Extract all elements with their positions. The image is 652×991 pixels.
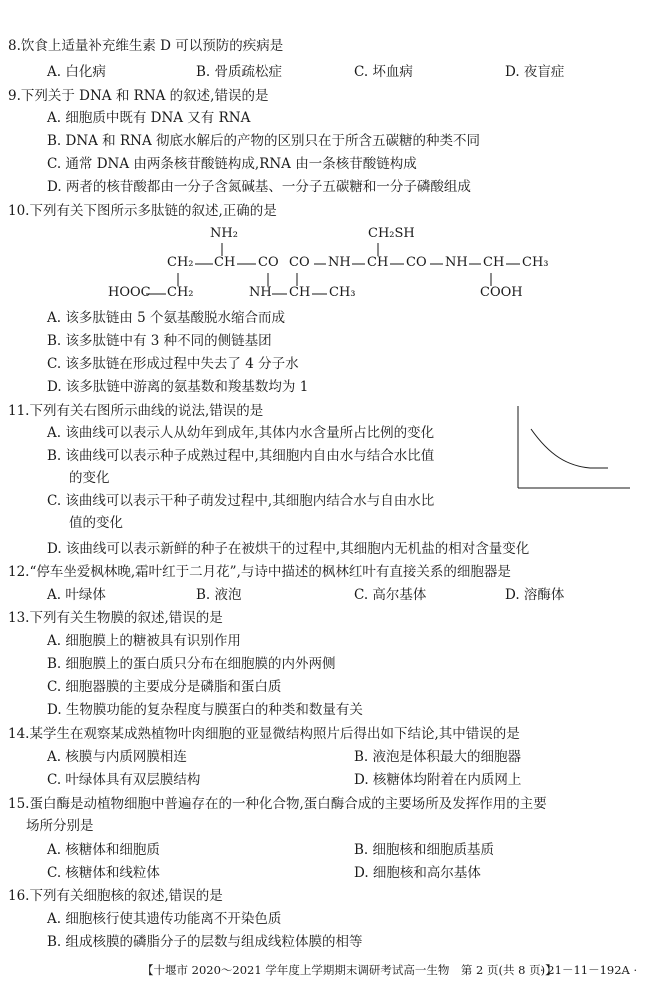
polypeptide-bonds <box>0 0 652 320</box>
chem-row1-co-2: CO <box>289 255 310 270</box>
chem-row1-nh: NH <box>328 255 351 270</box>
chem-row1-ch-3: CH <box>483 255 505 270</box>
question-11-option-c-line1: C. 该曲线可以表示干种子萌发过程中,其细胞内结合水与自由水比 <box>47 493 435 509</box>
question-8-option-d: D. 夜盲症 <box>505 64 565 80</box>
question-11-option-b-line2: 的变化 <box>69 470 110 486</box>
chem-row1-ch-2: CH <box>367 255 389 270</box>
question-8-stem: 8.饮食上适量补充维生素 D 可以预防的疾病是 <box>8 38 284 54</box>
chem-row2-nh: NH <box>249 285 272 300</box>
question-13-option-a: A. 细胞膜上的糖被具有识别作用 <box>47 633 241 649</box>
question-12-option-a: A. 叶绿体 <box>47 587 106 603</box>
question-10-option-c: C. 该多肽链在形成过程中失去了 4 分子水 <box>47 356 299 372</box>
page-footer-info: 【十堰市 2020～2021 学年度上学期期末调研考试高一生物 第 2 页(共 8 页)】 <box>142 963 557 977</box>
question-16-option-a: A. 细胞核行使其遗传功能离不开染色质 <box>47 911 282 927</box>
question-15-stem-line2: 场所分别是 <box>26 818 94 834</box>
chem-row1-ch3: CH₃ <box>522 255 549 270</box>
question-12-stem: 12.“停车坐爱枫林晚,霜叶红于二月花”,与诗中描述的枫林红叶有直接关系的细胞器是 <box>8 564 511 580</box>
question-15-option-d: D. 细胞核和高尔基体 <box>354 865 481 881</box>
question-14-option-c: C. 叶绿体具有双层膜结构 <box>47 772 201 788</box>
question-10-option-a: A. 该多肽链由 5 个氨基酸脱水缩合而成 <box>47 310 286 326</box>
question-16-option-b: B. 组成核膜的磷脂分子的层数与组成线粒体膜的相等 <box>47 934 363 950</box>
chem-row2-ch2: CH₂ <box>167 285 194 300</box>
page-footer-code: · 21－11－192A · <box>540 963 638 977</box>
decreasing-curve-figure <box>510 404 635 499</box>
chem-row1-nh-2: NH <box>445 255 468 270</box>
question-11-option-d: D. 该曲线可以表示新鲜的种子在被烘干的过程中,其细胞内无机盐的相对含量变化 <box>47 541 530 557</box>
chem-row2-ch: CH <box>289 285 311 300</box>
question-15-option-b: B. 细胞核和细胞质基质 <box>354 842 495 858</box>
question-14-stem: 14.某学生在观察某成熟植物叶肉细胞的亚显微结构照片后得出如下结论,其中错误的是 <box>8 726 520 742</box>
question-11-option-a: A. 该曲线可以表示人从幼年到成年,其体内水含量所占比例的变化 <box>47 425 435 441</box>
question-14-option-b: B. 液泡是体积最大的细胞器 <box>354 749 522 765</box>
question-9-option-b: B. DNA 和 RNA 彻底水解后的产物的区别只在于所含五碳糖的种类不同 <box>47 133 480 149</box>
question-8-option-a: A. 白化病 <box>47 64 106 80</box>
question-13-option-d: D. 生物膜功能的复杂程度与膜蛋白的种类和数量有关 <box>47 702 363 718</box>
question-10-option-d: D. 该多肽链中游离的氨基数和羧基数均为 1 <box>47 379 309 395</box>
chem-row1-ch: CH <box>214 255 236 270</box>
chem-row1-co-1: CO <box>258 255 279 270</box>
question-13-option-b: B. 细胞膜上的蛋白质只分布在细胞膜的内外两侧 <box>47 656 336 672</box>
question-9-stem: 9.下列关于 DNA 和 RNA 的叙述,错误的是 <box>8 88 269 104</box>
question-11-stem: 11.下列有关右图所示曲线的说法,错误的是 <box>8 403 264 419</box>
question-13-stem: 13.下列有关生物膜的叙述,错误的是 <box>8 610 223 626</box>
question-12-option-b: B. 液泡 <box>196 587 242 603</box>
chem-row2-hooc: HOOC <box>108 285 151 300</box>
question-9-option-c: C. 通常 DNA 由两条核苷酸链构成,RNA 由一条核苷酸链构成 <box>47 156 417 172</box>
question-8-option-b: B. 骨质疏松症 <box>196 64 283 80</box>
question-11-option-c-line2: 值的变化 <box>69 515 123 531</box>
chem-row2-ch3: CH₃ <box>329 285 356 300</box>
chem-row1-co-3: CO <box>406 255 427 270</box>
question-15-stem-line1: 15.蛋白酶是动植物细胞中普遍存在的一种化合物,蛋白酶合成的主要场所及发挥作用的主要 <box>8 796 547 812</box>
question-9-option-a: A. 细胞质中既有 DNA 又有 RNA <box>47 110 251 126</box>
chem-row1-ch2: CH₂ <box>167 255 194 270</box>
chem-cooh: COOH <box>480 285 523 300</box>
question-12-option-d: D. 溶酶体 <box>505 587 565 603</box>
chem-ch2sh: CH₂SH <box>368 226 415 241</box>
question-14-option-d: D. 核糖体均附着在内质网上 <box>354 772 522 788</box>
question-16-stem: 16.下列有关细胞核的叙述,错误的是 <box>8 888 223 904</box>
chem-nh2: NH₂ <box>210 226 238 241</box>
question-10-option-b: B. 该多肽链中有 3 种不同的侧链基团 <box>47 333 272 349</box>
question-15-option-c: C. 核糖体和线粒体 <box>47 865 160 881</box>
question-13-option-c: C. 细胞器膜的主要成分是磷脂和蛋白质 <box>47 679 282 695</box>
question-10-stem: 10.下列有关下图所示多肽链的叙述,正确的是 <box>8 203 277 219</box>
question-9-option-d: D. 两者的核苷酸都由一分子含氮碱基、一分子五碳糖和一分子磷酸组成 <box>47 179 471 195</box>
question-12-option-c: C. 高尔基体 <box>354 587 427 603</box>
question-15-option-a: A. 核糖体和细胞质 <box>47 842 160 858</box>
question-11-option-b-line1: B. 该曲线可以表示种子成熟过程中,其细胞内自由水与结合水比值 <box>47 448 435 464</box>
question-14-option-a: A. 核膜与内质网膜相连 <box>47 749 187 765</box>
question-8-option-c: C. 坏血病 <box>354 64 413 80</box>
